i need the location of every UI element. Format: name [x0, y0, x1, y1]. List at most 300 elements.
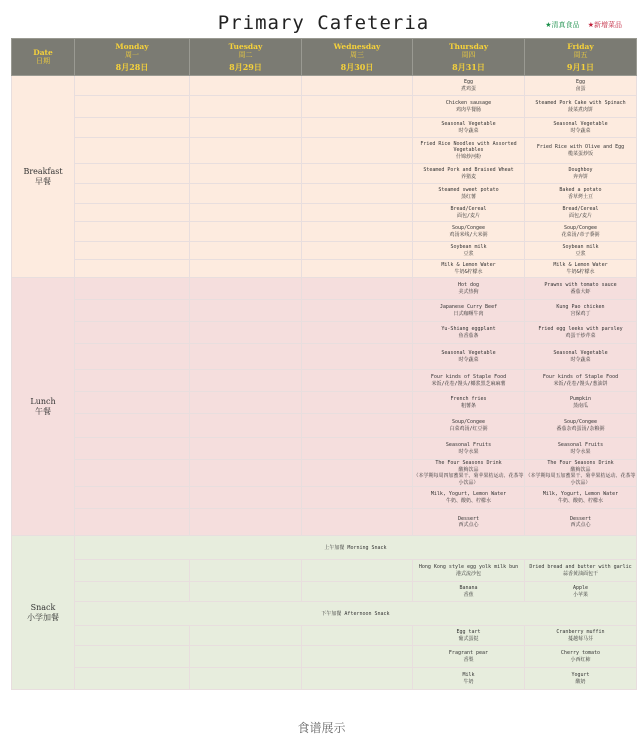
dish-cn: 小苹果 [572, 591, 588, 598]
dish-cn: 米饭/花卷/馒头/椰浆黑芝麻麻薯 [431, 380, 506, 387]
menu-cell [75, 344, 190, 370]
menu-cell [75, 414, 190, 438]
dish-cn: 时令水果 [458, 448, 479, 455]
dish-en: Egg tart [456, 629, 481, 635]
menu-cell [413, 509, 525, 536]
dish-cn: 豆浆 [575, 250, 586, 257]
menu-cell [75, 278, 190, 300]
menu-cell [525, 300, 637, 322]
dish-cn: 养猪麦 [460, 173, 476, 180]
menu-cell [302, 560, 413, 582]
menu-cell [413, 370, 525, 392]
table-row [12, 392, 637, 414]
menu-cell [525, 560, 637, 582]
dish-en: Hong Kong style egg yolk milk bun [418, 564, 519, 570]
table-row [12, 536, 637, 560]
afternoon-snack-heading: 下午加餐 Afternoon Snack [75, 602, 637, 626]
dish-en: Doughboy [568, 167, 593, 173]
dish-en: Seasonal Vegetable [553, 350, 608, 356]
menu-cell [302, 414, 413, 438]
menu-cell [190, 370, 302, 392]
dish-en: Cherry tomato [560, 650, 601, 656]
table-row [12, 278, 637, 300]
day-en: Friday [567, 42, 594, 51]
table-row [12, 222, 637, 242]
date-header-cn: 日期 [36, 57, 50, 65]
menu-cell [525, 222, 637, 242]
dish-cn: 酸梅饮品 [570, 466, 591, 473]
menu-cell [75, 646, 190, 668]
dish-cn: 白菜鸡汤/红豆粥 [449, 425, 488, 432]
menu-cell [75, 76, 190, 96]
menu-cell [302, 460, 413, 487]
dish-en: Milk, Yogurt, Lemon Water [430, 491, 507, 497]
menu-cell [525, 96, 637, 118]
table-row [12, 96, 637, 118]
dish-en: Dried bread and butter with garlic [529, 564, 632, 570]
menu-cell [190, 582, 302, 602]
menu-cell [302, 76, 413, 96]
menu-cell [190, 392, 302, 414]
menu-cell [190, 118, 302, 138]
snack-label [12, 536, 75, 690]
table-row [12, 184, 637, 204]
menu-cell [75, 204, 190, 222]
sheet-header [11, 9, 636, 38]
menu-cell [413, 242, 525, 260]
dish-en: Fragrant pear [448, 650, 489, 656]
dish-cn: 葡式蛋挞 [458, 635, 479, 642]
dish-cn: 牛奶、酸奶、柠檬水 [445, 497, 491, 504]
menu-cell [413, 222, 525, 242]
table-row [12, 370, 637, 392]
day-header-tuesday [190, 39, 302, 76]
menu-cell [302, 668, 413, 690]
menu-cell [302, 582, 413, 602]
menu-cell [190, 668, 302, 690]
dish-en: Pumpkin [569, 396, 592, 402]
dish-en: Milk & Lemon Water [553, 262, 608, 268]
day-date: 9月1日 [566, 62, 595, 72]
menu-cell [75, 300, 190, 322]
date-header [12, 39, 75, 76]
table-row [12, 322, 637, 344]
dish-en: Yu-Shiang eggplant [441, 326, 496, 332]
menu-cell [75, 222, 190, 242]
menu-cell [525, 322, 637, 344]
dish-en: Steamed sweet potato [438, 187, 499, 193]
dish-en: Chicken sausage [445, 100, 492, 106]
dish-cn: 卤蛋 [575, 85, 586, 92]
dish-en: Soup/Congee [563, 225, 598, 231]
menu-cell [525, 646, 637, 668]
table-row [12, 118, 637, 138]
dish-cn: 蒸南瓜 [572, 402, 588, 409]
menu-cell [190, 278, 302, 300]
table-row [12, 414, 637, 438]
dish-en: Dessert [569, 515, 592, 522]
menu-cell [302, 344, 413, 370]
dish-cn: 番茄大虾 [570, 288, 591, 295]
menu-cell [302, 487, 413, 509]
snack-label-en: Snack [30, 602, 56, 612]
page-title: Primary Cafeteria [217, 12, 430, 34]
menu-cell [190, 322, 302, 344]
table-row [12, 76, 637, 96]
dish-cn: 酸奶 [575, 678, 586, 685]
menu-cell [75, 487, 190, 509]
menu-cell [302, 184, 413, 204]
menu-cell [302, 96, 413, 118]
dish-cn: 鸡蛋干炒芹菜 [565, 332, 596, 339]
day-header-thursday [413, 39, 525, 76]
table-row [12, 602, 637, 626]
dish-cn: 西式点心 [458, 522, 479, 528]
dish-cn: 牛奶 [463, 678, 474, 685]
menu-cell [75, 164, 190, 184]
menu-cell [75, 626, 190, 646]
dish-en: Milk & Lemon Water [441, 262, 496, 268]
dish-cn: 奔奔饼 [572, 173, 588, 180]
menu-cell [190, 76, 302, 96]
day-cn: 周五 [573, 51, 588, 59]
day-header-friday [525, 39, 637, 76]
menu-cell [413, 260, 525, 278]
dish-cn: 牛奶、酸奶、柠檬水 [557, 497, 603, 504]
lunch-label-cn: 午餐 [35, 406, 51, 416]
dish-en: Seasonal Vegetable [553, 121, 608, 127]
menu-cell [190, 487, 302, 509]
menu-cell [413, 96, 525, 118]
table-row [12, 164, 637, 184]
menu-cell [413, 668, 525, 690]
day-cn: 周二 [238, 51, 253, 59]
breakfast-label-cn: 早餐 [35, 176, 51, 186]
lunch-label [12, 278, 75, 536]
dish-en: Soup/Congee [451, 419, 486, 425]
menu-cell [75, 96, 190, 118]
dish-cn: 时令蔬菜 [570, 127, 591, 134]
day-cn: 周四 [461, 51, 476, 59]
dish-cn: 蒜香黄油面包干 [562, 570, 598, 577]
menu-cell [525, 509, 637, 536]
menu-cell [190, 260, 302, 278]
menu-cell [75, 509, 190, 536]
table-row [12, 560, 637, 582]
menu-cell [75, 370, 190, 392]
menu-cell [525, 242, 637, 260]
menu-sheet [11, 9, 636, 690]
menu-cell [75, 242, 190, 260]
day-cn: 周一 [125, 51, 139, 59]
table-row [12, 582, 637, 602]
table-row [12, 260, 637, 278]
menu-cell [413, 460, 525, 487]
dish-en: Cranberry muffin [556, 629, 605, 635]
menu-cell [190, 560, 302, 582]
menu-cell [75, 118, 190, 138]
dish-en: Bread/Cereal [450, 206, 487, 212]
menu-cell [413, 164, 525, 184]
dish-cn: 香草烤土豆 [567, 193, 593, 200]
menu-cell [302, 392, 413, 414]
dish-cn: 面包/麦片 [568, 212, 592, 219]
date-header-en: Date [33, 48, 53, 57]
legend-new: 新增菜品 [594, 21, 622, 29]
day-en: Thursday [448, 42, 489, 51]
day-en: Wednesday [333, 42, 381, 51]
menu-cell [302, 438, 413, 460]
menu-cell [525, 626, 637, 646]
dish-cn: 榄菜蛋炒饭 [567, 150, 593, 157]
menu-cell [413, 118, 525, 138]
dish-en: Soybean milk [562, 244, 599, 250]
menu-cell [75, 138, 190, 164]
dish-cn: 鸡肉早餐肠 [455, 106, 481, 113]
dish-en: Steamed Pork and Braised Wheat [423, 167, 514, 173]
day-cn: 周三 [350, 51, 364, 59]
menu-cell [302, 278, 413, 300]
menu-cell [525, 260, 637, 278]
dish-en: Bread/Cereal [562, 206, 599, 212]
dish-cn: 香梨 [463, 656, 474, 663]
dish-en: Four kinds of Staple Food [542, 374, 619, 380]
day-header-wednesday [302, 39, 413, 76]
menu-cell [525, 76, 637, 96]
legend-halal: 清真食品 [551, 21, 580, 29]
table-row [12, 138, 637, 164]
menu-cell [525, 414, 637, 438]
dish-en: Hot dog [457, 282, 480, 288]
breakfast-label-en: Breakfast [23, 166, 63, 176]
dish-en: Kung Pao chicken [556, 304, 605, 310]
dish-cn: 小西红柿 [570, 656, 591, 663]
dish-en: Soup/Congee [451, 225, 486, 231]
table-row [12, 204, 637, 222]
menu-cell [190, 344, 302, 370]
menu-cell [413, 487, 525, 509]
day-en: Tuesday [228, 42, 263, 51]
table-row [12, 344, 637, 370]
menu-cell [190, 646, 302, 668]
dish-cn: 蔓越莓马芬 [567, 635, 593, 642]
dish-en: Egg [463, 79, 474, 85]
menu-cell [190, 438, 302, 460]
dish-cn: 西式点心 [570, 522, 591, 528]
lunch-label-en: Lunch [30, 396, 56, 406]
menu-cell [190, 626, 302, 646]
dish-en: Steamed Pork Cake with Spinach [535, 100, 626, 106]
menu-body [12, 76, 637, 690]
dish-cn: 什锦炒河粉 [455, 153, 481, 160]
dish-note: （本学期每周五加蜜果干、菊苹果桔运动、花茶等小饮品） [525, 473, 636, 486]
dish-en: Japanese Curry Beef [439, 304, 498, 310]
dish-cn: 酸梅饮品 [458, 466, 479, 473]
new-star-icon: ★ [587, 21, 594, 29]
menu-cell [302, 222, 413, 242]
snack-label-cn: 小学加餐 [27, 612, 59, 622]
menu-cell [413, 278, 525, 300]
dish-en: Egg [575, 79, 586, 85]
dish-en: Seasonal Fruits [557, 442, 604, 448]
dish-en: Seasonal Vegetable [441, 350, 496, 356]
dish-en: Soybean milk [450, 244, 487, 250]
menu-cell [302, 204, 413, 222]
menu-cell [525, 118, 637, 138]
menu-cell [302, 164, 413, 184]
dish-en: Seasonal Vegetable [441, 121, 496, 127]
dish-en: Seasonal Fruits [445, 442, 492, 448]
menu-cell [302, 118, 413, 138]
day-en: Monday [115, 42, 149, 51]
menu-cell [75, 392, 190, 414]
menu-cell [302, 626, 413, 646]
menu-cell [190, 184, 302, 204]
dish-cn: 豆浆 [463, 250, 474, 257]
menu-cell [525, 138, 637, 164]
menu-cell [413, 414, 525, 438]
menu-cell [75, 322, 190, 344]
dish-cn: 牛奶&柠檬水 [454, 268, 483, 275]
day-date: 8月30日 [340, 62, 374, 72]
dish-cn: 米饭/花卷/馒头/葱油饼 [553, 380, 608, 387]
menu-cell [413, 344, 525, 370]
menu-cell [190, 300, 302, 322]
dish-en: Baked a potato [559, 187, 602, 193]
menu-cell [75, 438, 190, 460]
table-row [12, 460, 637, 487]
table-row [12, 300, 637, 322]
dish-cn: 港式流沙包 [455, 570, 481, 577]
table-row [12, 487, 637, 509]
dish-en: The Four Seasons Drink [435, 460, 502, 466]
caption: 食谱展示 [297, 721, 346, 735]
menu-cell [413, 582, 525, 602]
dish-cn: 牛奶&柠檬水 [566, 268, 595, 275]
menu-cell [525, 438, 637, 460]
menu-cell [75, 184, 190, 204]
menu-cell [413, 438, 525, 460]
dish-cn: 时令蔬菜 [570, 356, 591, 363]
header-row [12, 39, 637, 76]
menu-cell [302, 242, 413, 260]
menu-cell [525, 204, 637, 222]
menu-cell [525, 460, 637, 487]
table-row [12, 242, 637, 260]
menu-cell [413, 646, 525, 668]
dish-en: French fries [450, 396, 487, 402]
menu-cell [413, 392, 525, 414]
dish-cn: 煮鸡蛋 [460, 85, 476, 92]
menu-cell [190, 460, 302, 487]
menu-cell [525, 278, 637, 300]
dish-cn: 鱼香茄条 [458, 332, 479, 339]
dish-cn: 鸡汤米线/大米粥 [449, 231, 488, 238]
menu-cell [190, 164, 302, 184]
table-row [12, 646, 637, 668]
menu-cell [413, 184, 525, 204]
breakfast-label [12, 76, 75, 278]
table-row [12, 626, 637, 646]
dish-en: Prawns with tomato sauce [544, 282, 617, 288]
menu-cell [75, 668, 190, 690]
table-row [12, 509, 637, 536]
dish-cn: 粗薯条 [460, 402, 476, 409]
day-date: 8月28日 [115, 62, 149, 72]
dish-en: Milk, Yogurt, Lemon Water [542, 491, 619, 497]
dish-cn: 时令蔬菜 [458, 356, 479, 363]
halal-star-icon: ★ [545, 21, 552, 29]
dish-cn: 蒸红薯 [460, 193, 476, 200]
menu-cell [302, 138, 413, 164]
menu-cell [525, 668, 637, 690]
menu-cell [302, 370, 413, 392]
dish-en: Fried Rice Noodles with Assorted Vegetables [420, 140, 517, 154]
dish-cn: 番茄杂鸡蛋汤/杂粮粥 [556, 425, 605, 432]
dish-en: Fried egg leeks with parsley [538, 326, 623, 332]
dish-en: Four kinds of Staple Food [430, 374, 507, 380]
dish-cn: 花菜汤/帝子黍粥 [561, 231, 600, 238]
dish-cn: 面包/麦片 [456, 212, 480, 219]
menu-cell [302, 260, 413, 278]
legend [545, 20, 622, 30]
menu-cell [190, 96, 302, 118]
dish-en: Milk [462, 672, 475, 678]
dish-en: Dessert [457, 515, 480, 522]
dish-cn: 香蕉 [463, 591, 474, 598]
menu-cell [302, 300, 413, 322]
menu-cell [302, 322, 413, 344]
menu-cell [525, 582, 637, 602]
menu-cell [525, 184, 637, 204]
menu-cell [413, 626, 525, 646]
menu-cell [190, 222, 302, 242]
menu-cell [413, 322, 525, 344]
dish-en: Apple [572, 585, 589, 591]
menu-cell [190, 204, 302, 222]
dish-cn: 宫保鸡丁 [570, 310, 591, 317]
menu-cell [190, 414, 302, 438]
day-date: 8月29日 [229, 62, 262, 72]
menu-cell [413, 300, 525, 322]
menu-cell [302, 509, 413, 536]
dish-en: Fried Rice with Olive and Egg [536, 144, 625, 150]
menu-cell [525, 344, 637, 370]
dish-cn: 时令蔬菜 [458, 127, 479, 134]
menu-cell [75, 582, 190, 602]
dish-cn: 时令水果 [570, 448, 591, 455]
dish-en: The Four Seasons Drink [547, 460, 614, 466]
menu-cell [302, 646, 413, 668]
dish-en: Soup/Congee [563, 419, 598, 425]
morning-snack-heading: 上午加餐 Morning Snack [75, 536, 637, 560]
menu-cell [413, 204, 525, 222]
day-header-monday [75, 39, 190, 76]
menu-cell [525, 392, 637, 414]
menu-cell [413, 138, 525, 164]
menu-cell [75, 560, 190, 582]
menu-cell [413, 560, 525, 582]
menu-cell [413, 76, 525, 96]
dish-en: Banana [459, 585, 478, 591]
menu-cell [75, 260, 190, 278]
dish-cn: 日式咖喱牛肉 [453, 310, 484, 317]
menu-cell [190, 509, 302, 536]
dish-cn: 美式热狗 [458, 288, 479, 295]
day-date: 8月31日 [452, 62, 485, 72]
menu-cell [525, 487, 637, 509]
menu-cell [525, 370, 637, 392]
